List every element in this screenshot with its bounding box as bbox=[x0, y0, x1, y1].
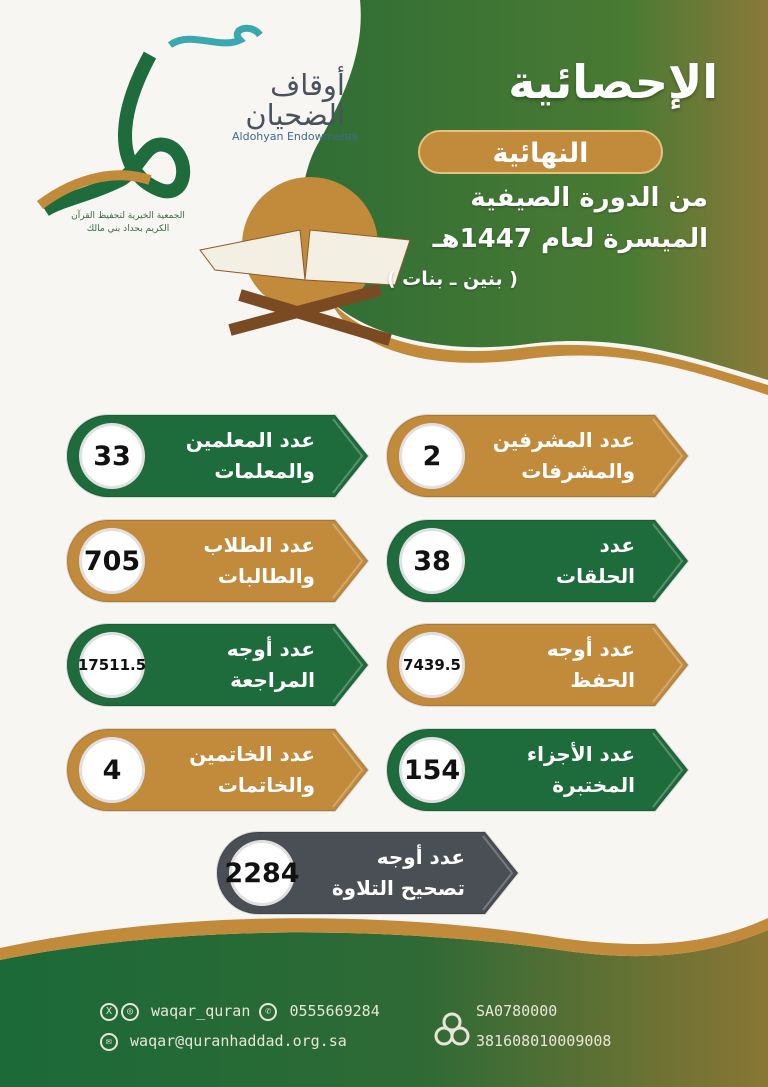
stat-card bbox=[385, 413, 690, 499]
social-row bbox=[100, 1002, 380, 1021]
stat-card bbox=[385, 727, 690, 813]
stat-label-line1: عدد bbox=[599, 533, 635, 557]
stat-card bbox=[385, 622, 690, 708]
stat-label bbox=[145, 425, 315, 487]
stat-value: 2284 bbox=[229, 840, 295, 906]
subtitle-line2: الميسرة لعام 1447هـ bbox=[432, 224, 708, 254]
stat-value: 33 bbox=[79, 423, 145, 489]
stat-label-line2: تصحيح التلاوة bbox=[331, 876, 465, 900]
stat-value: 17511.5 bbox=[79, 632, 145, 698]
phone-icon: ✆ bbox=[259, 1003, 277, 1021]
iban-part2: 381608010009008 bbox=[476, 1032, 612, 1050]
stat-label-line2: والمشرفات bbox=[521, 459, 635, 483]
stat-label-line1: عدد الطلاب bbox=[203, 533, 315, 557]
stat-label-line1: عدد الأجزاء bbox=[526, 742, 635, 766]
subtitle-line3: ( بنين ـ بنات ) bbox=[386, 268, 518, 290]
stat-label bbox=[465, 530, 635, 592]
stat-label-line2: المختبرة bbox=[552, 773, 635, 797]
stat-label-line2: والخاتمات bbox=[217, 773, 315, 797]
stat-value: 4 bbox=[79, 737, 145, 803]
email-row bbox=[100, 1032, 347, 1051]
stat-label bbox=[145, 530, 315, 592]
stat-label bbox=[465, 425, 635, 487]
stat-label-line2: والطالبات bbox=[217, 564, 315, 588]
stat-card bbox=[65, 622, 370, 708]
stat-label bbox=[145, 739, 315, 801]
iban-part1: SA0780000 bbox=[476, 1002, 558, 1020]
stat-label-line1: عدد أوجه bbox=[376, 845, 465, 869]
stat-label-line1: عدد المشرفين bbox=[492, 428, 635, 452]
stat-value: 705 bbox=[79, 528, 145, 594]
sponsor-swoosh bbox=[170, 28, 260, 45]
stat-label-line1: عدد المعلمين bbox=[185, 428, 315, 452]
stat-card bbox=[385, 518, 690, 604]
stat-card bbox=[65, 727, 370, 813]
stat-card bbox=[65, 413, 370, 499]
stat-label bbox=[145, 634, 315, 696]
stat-card bbox=[215, 830, 520, 916]
stat-label bbox=[465, 634, 635, 696]
association-name: الجمعية الخيرية لتحفيظ القرآن الكريم بحداد بني مالك bbox=[71, 211, 185, 234]
subtitle-pill: النهائية bbox=[418, 130, 663, 174]
stat-label-line1: عدد أوجه bbox=[226, 637, 315, 661]
social-handle[interactable]: waqar_quran bbox=[151, 1002, 251, 1020]
stat-label-line2: الحلقات bbox=[556, 564, 635, 588]
stat-label-line2: الحفظ bbox=[570, 668, 635, 692]
stat-label-line1: عدد الخاتمين bbox=[189, 742, 315, 766]
stat-label-line1: عدد أوجه bbox=[546, 637, 635, 661]
subtitle-line1: من الدورة الصيفية bbox=[470, 183, 708, 213]
stat-value: 154 bbox=[399, 737, 465, 803]
x-icon: X bbox=[100, 1003, 118, 1021]
email[interactable]: waqar@quranhaddad.org.sa bbox=[130, 1032, 347, 1050]
stat-value: 2 bbox=[399, 423, 465, 489]
sponsor-name-en: Aldohyan Endowments bbox=[232, 130, 359, 143]
stat-label bbox=[465, 739, 635, 801]
instagram-icon: ◎ bbox=[121, 1003, 139, 1021]
bank-icon bbox=[432, 1010, 472, 1050]
phone-number[interactable]: 0555669284 bbox=[289, 1002, 380, 1020]
sponsor-name: أوقاف الضحيان bbox=[245, 68, 345, 132]
stat-card bbox=[65, 518, 370, 604]
stat-value: 38 bbox=[399, 528, 465, 594]
stat-label-line2: والمعلمات bbox=[214, 459, 315, 483]
stat-label-line2: المراجعة bbox=[230, 668, 315, 692]
stat-value: 7439.5 bbox=[399, 632, 465, 698]
email-icon: ✉ bbox=[100, 1033, 118, 1051]
stat-label bbox=[295, 842, 465, 904]
title: الإحصائية bbox=[508, 55, 718, 109]
association-logo bbox=[40, 55, 183, 210]
